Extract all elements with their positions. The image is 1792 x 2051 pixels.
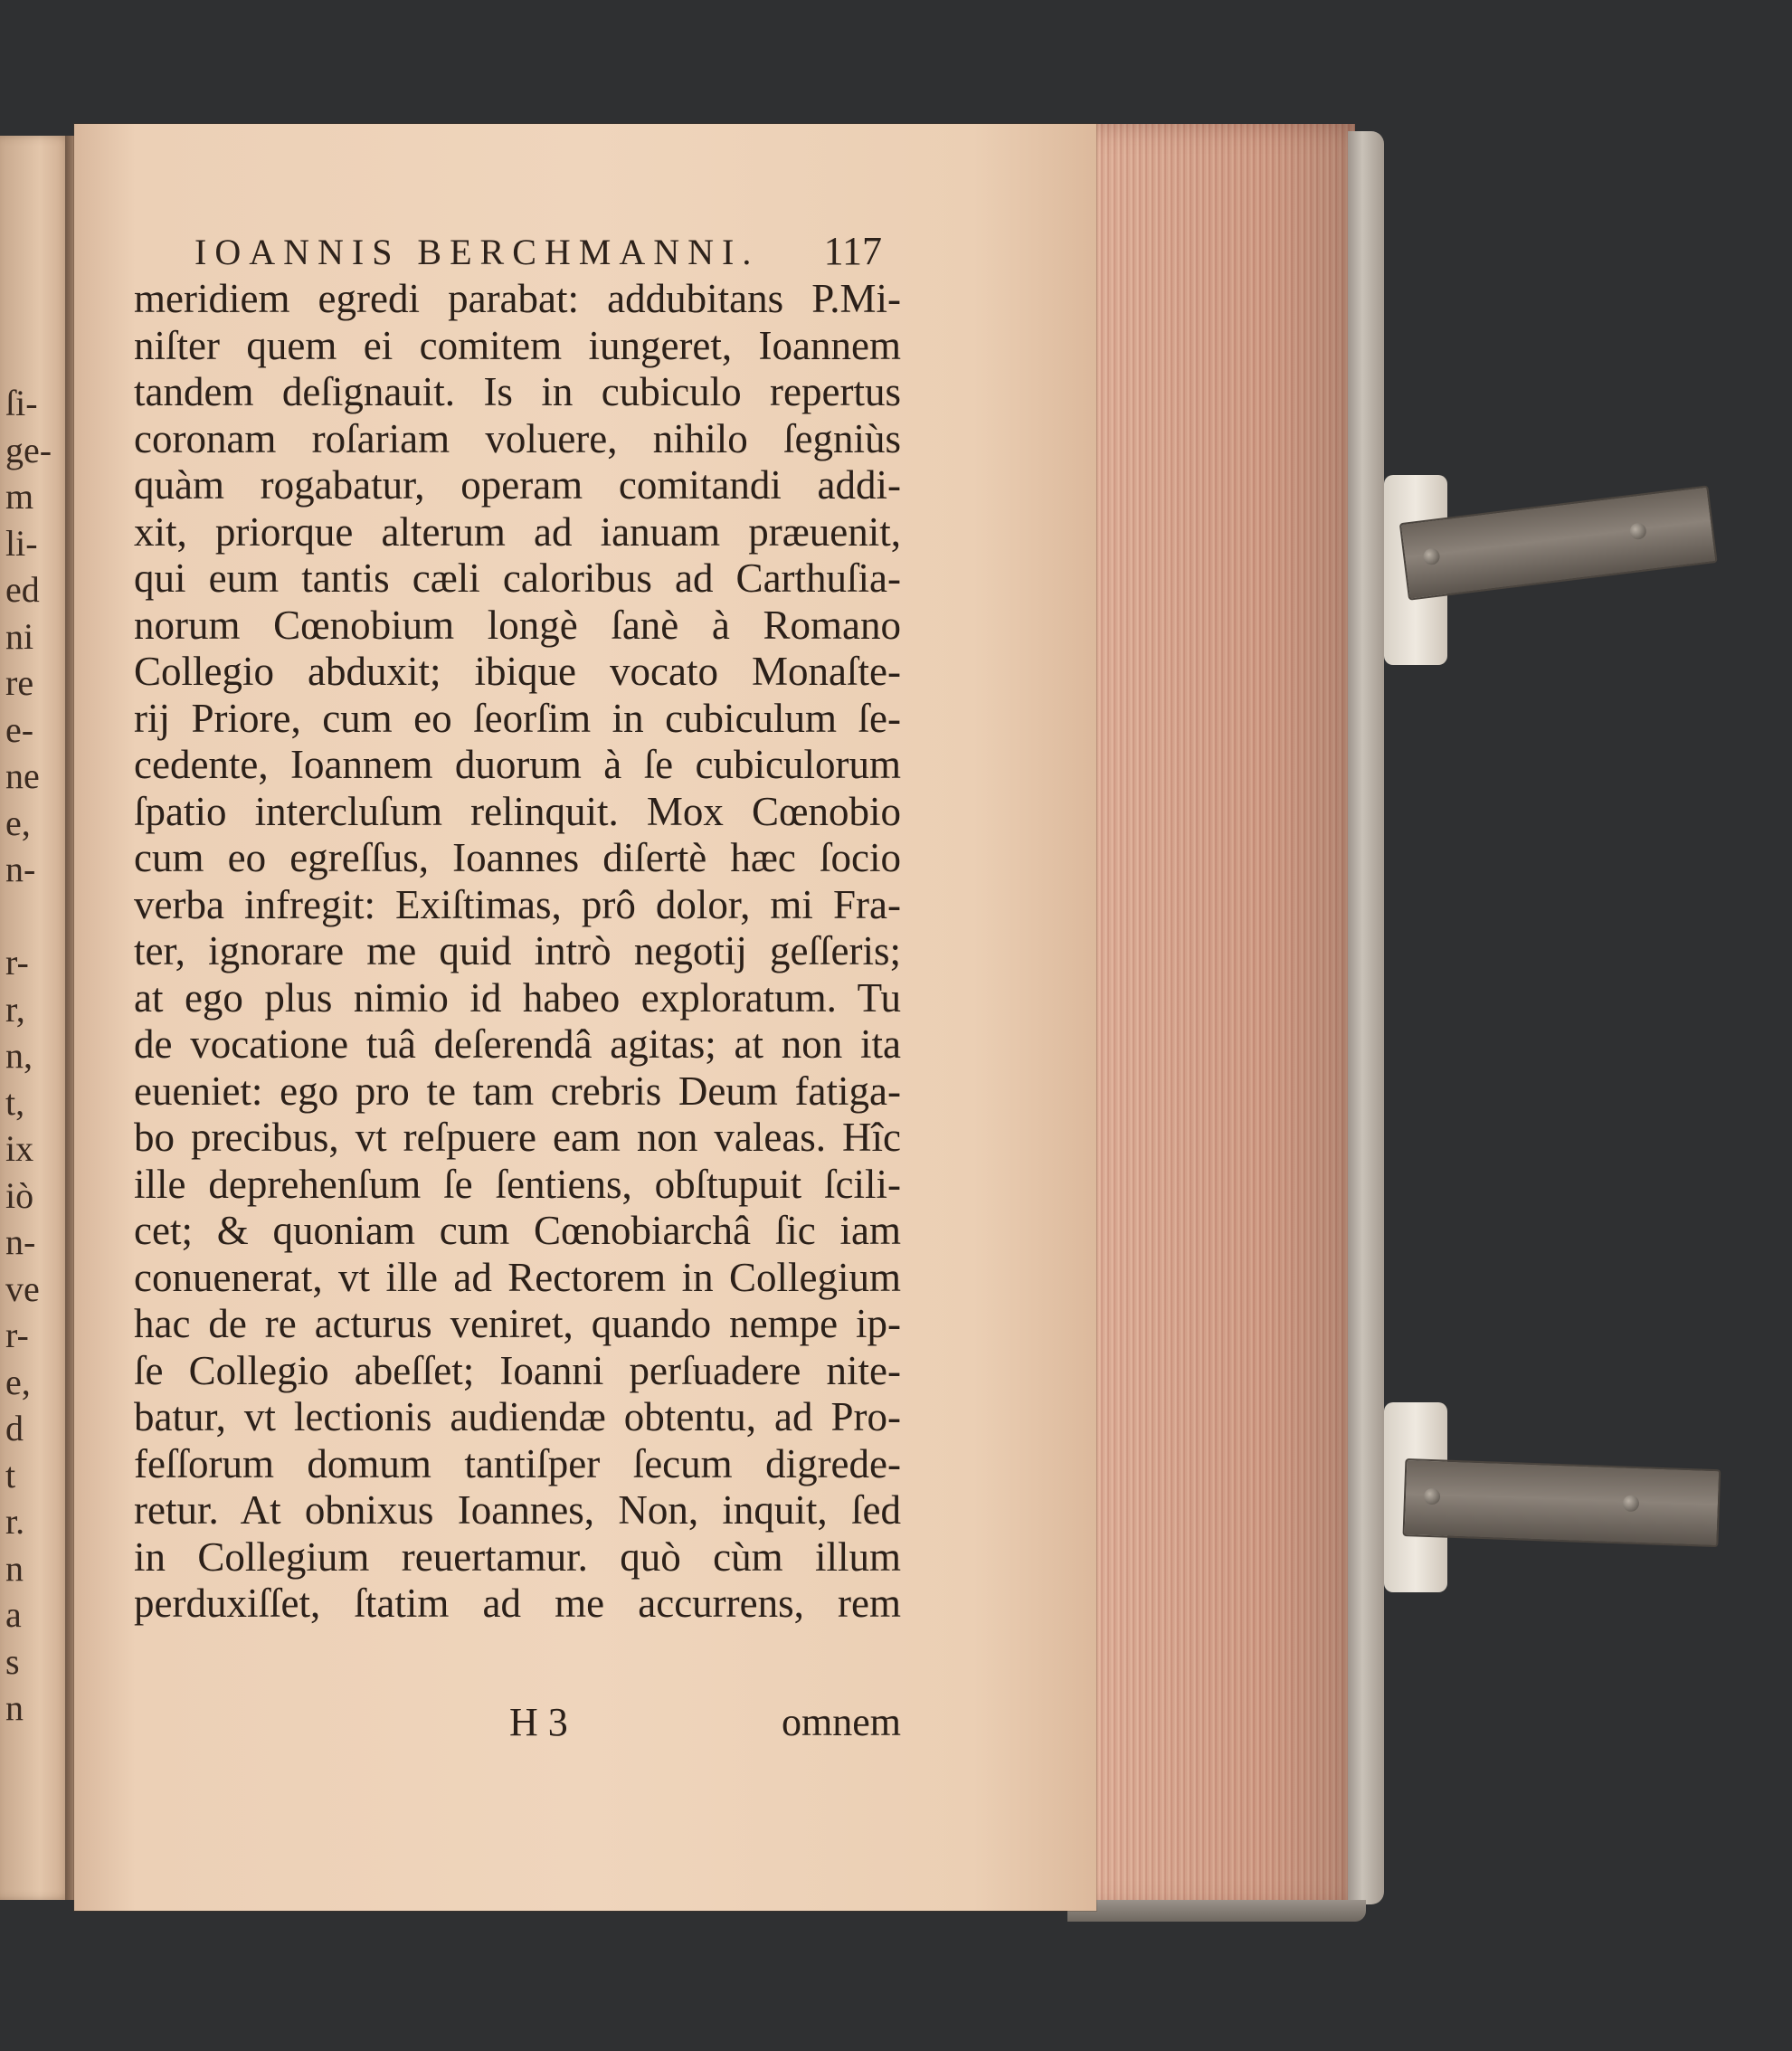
text-line: ille deprehenſum ſe ſentiens, obſtupuit ſcili- xyxy=(134,1161,901,1207)
cover-bottom-edge xyxy=(1067,1900,1366,1922)
fragment: n- xyxy=(5,849,36,889)
rivet-icon xyxy=(1424,1488,1441,1505)
text-line: cet; & quoniam cum Cœnobiarchâ ſic iam xyxy=(134,1208,901,1253)
fragment: n xyxy=(5,1547,24,1589)
text-line: qui eum tantis cæli caloribus ad Carthuſia- xyxy=(134,555,901,601)
fragment: n xyxy=(5,1687,24,1728)
running-title: IOANNIS BERCHMANNI. xyxy=(194,232,760,272)
catchword: omnem xyxy=(782,1700,901,1744)
text-line: Collegio abduxit; ibique vocato Monaſte- xyxy=(134,649,901,694)
fragment: d xyxy=(5,1408,24,1448)
fragment: ix xyxy=(5,1128,34,1169)
running-head xyxy=(194,228,882,274)
fragment: re xyxy=(5,662,34,703)
text-line: niſter quem ei comitem iungeret, Ioannem xyxy=(134,322,901,368)
fragment: r. xyxy=(5,1501,25,1542)
fragment: e- xyxy=(5,708,34,750)
text-line: rij Priore, cum eo ſeorſim in cubiculum ſe- xyxy=(134,695,901,741)
fragment: ve xyxy=(5,1268,40,1309)
fragment xyxy=(5,893,69,940)
fragment: e, xyxy=(5,1361,31,1402)
text-line: batur, vt lectionis audiendæ obtentu, ad Pro- xyxy=(134,1394,901,1439)
text-line: feſſorum domum tantiſper ſecum digrede- xyxy=(134,1440,901,1486)
text-line: coronam roſariam voluere, nihilo ſegniùs xyxy=(134,415,901,461)
text-line: ſpatio intercluſum relinquit. Mox Cœnobio xyxy=(134,788,901,834)
rivet-icon xyxy=(1623,1495,1640,1512)
fragment: a xyxy=(5,1594,22,1635)
fragment: r, xyxy=(5,988,25,1030)
fore-edge-shading xyxy=(1066,124,1355,1911)
fragment: r- xyxy=(5,1315,29,1355)
rivet-icon xyxy=(1422,547,1440,565)
left-page-text-fragments xyxy=(5,380,69,1732)
fragment: s xyxy=(5,1640,20,1682)
fragment: ſi- xyxy=(5,383,38,423)
page-footer xyxy=(134,1699,901,1746)
text-line: cum eo egreſſus, Ioannes diſertè hæc ſocio xyxy=(134,835,901,880)
text-line: verba infregit: Exiſtimas, prô dolor, mi Fra- xyxy=(134,881,901,927)
fragment: ne xyxy=(5,755,40,796)
signature-mark: H 3 xyxy=(509,1700,568,1744)
fragment: n- xyxy=(5,1221,36,1262)
text-line: ter, ignorare me quid intrò negotij geſſeris; xyxy=(134,928,901,973)
fragment: r- xyxy=(5,942,29,983)
fragment: e, xyxy=(5,802,31,843)
text-line: at ego plus nimio id habeo exploratum. Tu xyxy=(134,974,901,1021)
text-line: tandem deſignauit. Is in cubiculo repertus xyxy=(134,369,901,414)
text-line: ſe Collegio abeſſet; Ioanni perſuadere nite- xyxy=(134,1347,901,1393)
text-line: in Collegium reuertamur. quò cùm illum xyxy=(134,1534,901,1580)
fragment: n, xyxy=(5,1035,33,1076)
fragment: ed xyxy=(5,569,40,610)
fragment: t, xyxy=(5,1081,25,1123)
rivet-icon xyxy=(1629,522,1647,540)
clasp-bottom-strap xyxy=(1402,1458,1721,1547)
fragment: m xyxy=(5,476,34,517)
text-line: quàm rogabatur, operam comitandi addi- xyxy=(134,462,901,508)
text-line: perduxiſſet, ſtatim ad me accurrens, rem xyxy=(134,1581,901,1626)
text-line: xit, priorque alterum ad ianuam præuenit, xyxy=(134,508,901,555)
text-line: conuenerat, vt ille ad Rectorem in Collegium xyxy=(134,1254,901,1300)
fragment: ge- xyxy=(5,429,52,470)
facing-page-left xyxy=(0,136,72,1900)
fragment: ni xyxy=(5,615,34,657)
text-line: bo precibus, vt reſpuere eam non valeas. Hîc xyxy=(134,1115,901,1160)
fragment: li- xyxy=(5,522,38,564)
fragment: iò xyxy=(5,1174,34,1216)
text-line: meridiem egredi parabat: addubitans P.Mi- xyxy=(134,276,901,321)
page-number: 117 xyxy=(823,229,882,273)
text-line: norum Cœnobium longè ſanè à Romano xyxy=(134,602,901,648)
cover-board xyxy=(1348,131,1384,1904)
text-line: cedente, Ioannem duorum à ſe cubiculorum xyxy=(134,742,901,787)
fragment: t xyxy=(5,1454,16,1496)
text-line: retur. At obnixus Ioannes, Non, inquit, ſed xyxy=(134,1487,901,1533)
text-line: hac de re acturus veniret, quando nempe ip- xyxy=(134,1301,901,1346)
text-line: eueniet: ego pro te tam crebris Deum fatiga- xyxy=(134,1068,901,1114)
body-text xyxy=(134,276,901,1628)
text-line: de vocatione tuâ deſerendâ agitas; at non ita xyxy=(134,1021,901,1067)
